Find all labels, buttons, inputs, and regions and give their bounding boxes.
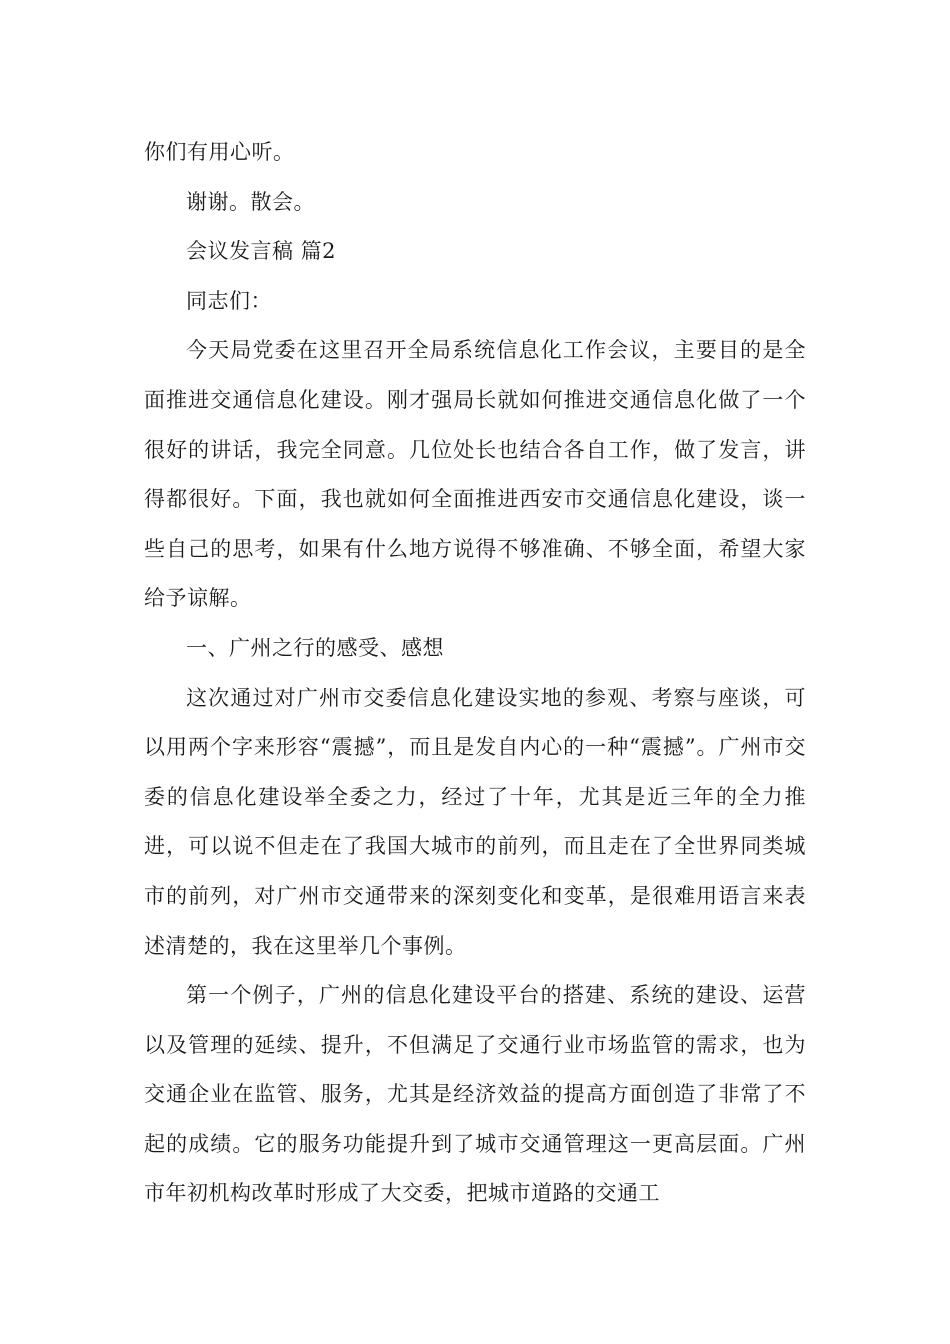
paragraph-guangzhou-impression: 这次通过对广州市交委信息化建设实地的参观、考察与座谈，可以用两个字来形容“震撼”，而且是发自内心的一种“震撼”。广州市交委的信息化建设举全委之力，经过了十年，尤其是近三年的全力推进，可以说不但走在了我国大城市的前列，而且走在了全世界同类城市的前列，对广州市交通带来的深刻变化和变革，是很难用语言来表述清楚的，我在这里举几个事例。 xyxy=(144,685,806,958)
paragraph-closing-line: 你们有用心听。 xyxy=(144,140,295,164)
subheading-guangzhou: 一、广州之行的感受、感想 xyxy=(186,635,444,660)
document-page xyxy=(144,128,806,1219)
paragraph-first-example: 第一个例子，广州的信息化建设平台的搭建、系统的建设、运营以及管理的延续、提升，不但满足了交通行业市场监管的需求，也为交通企业在监管、服务，尤其是经济效益的提高方面创造了非常了不起的成绩。它的服务功能提升到了城市交通管理这一更高层面。广州市年初机构改革时形成了大交委，把城市道路的交通工 xyxy=(144,983,806,1206)
paragraph-thanks: 谢谢。散会。 xyxy=(186,189,315,214)
salutation: 同志们： xyxy=(186,288,272,313)
paragraph-intro: 今天局党委在这里召开全局系统信息化工作会议，主要目的是全面推进交通信息化建设。刚才强局长就如何推进交通信息化做了一个很好的讲话，我完全同意。几位处长也结合各自工作，做了发言，讲得都很好。下面，我也就如何全面推进西安市交通信息化建设，谈一些自己的思考，如果有什么地方说得不够准确、不够全面，希望大家给予谅解。 xyxy=(144,338,806,611)
section-heading: 会议发言稿 篇2 xyxy=(186,239,337,264)
